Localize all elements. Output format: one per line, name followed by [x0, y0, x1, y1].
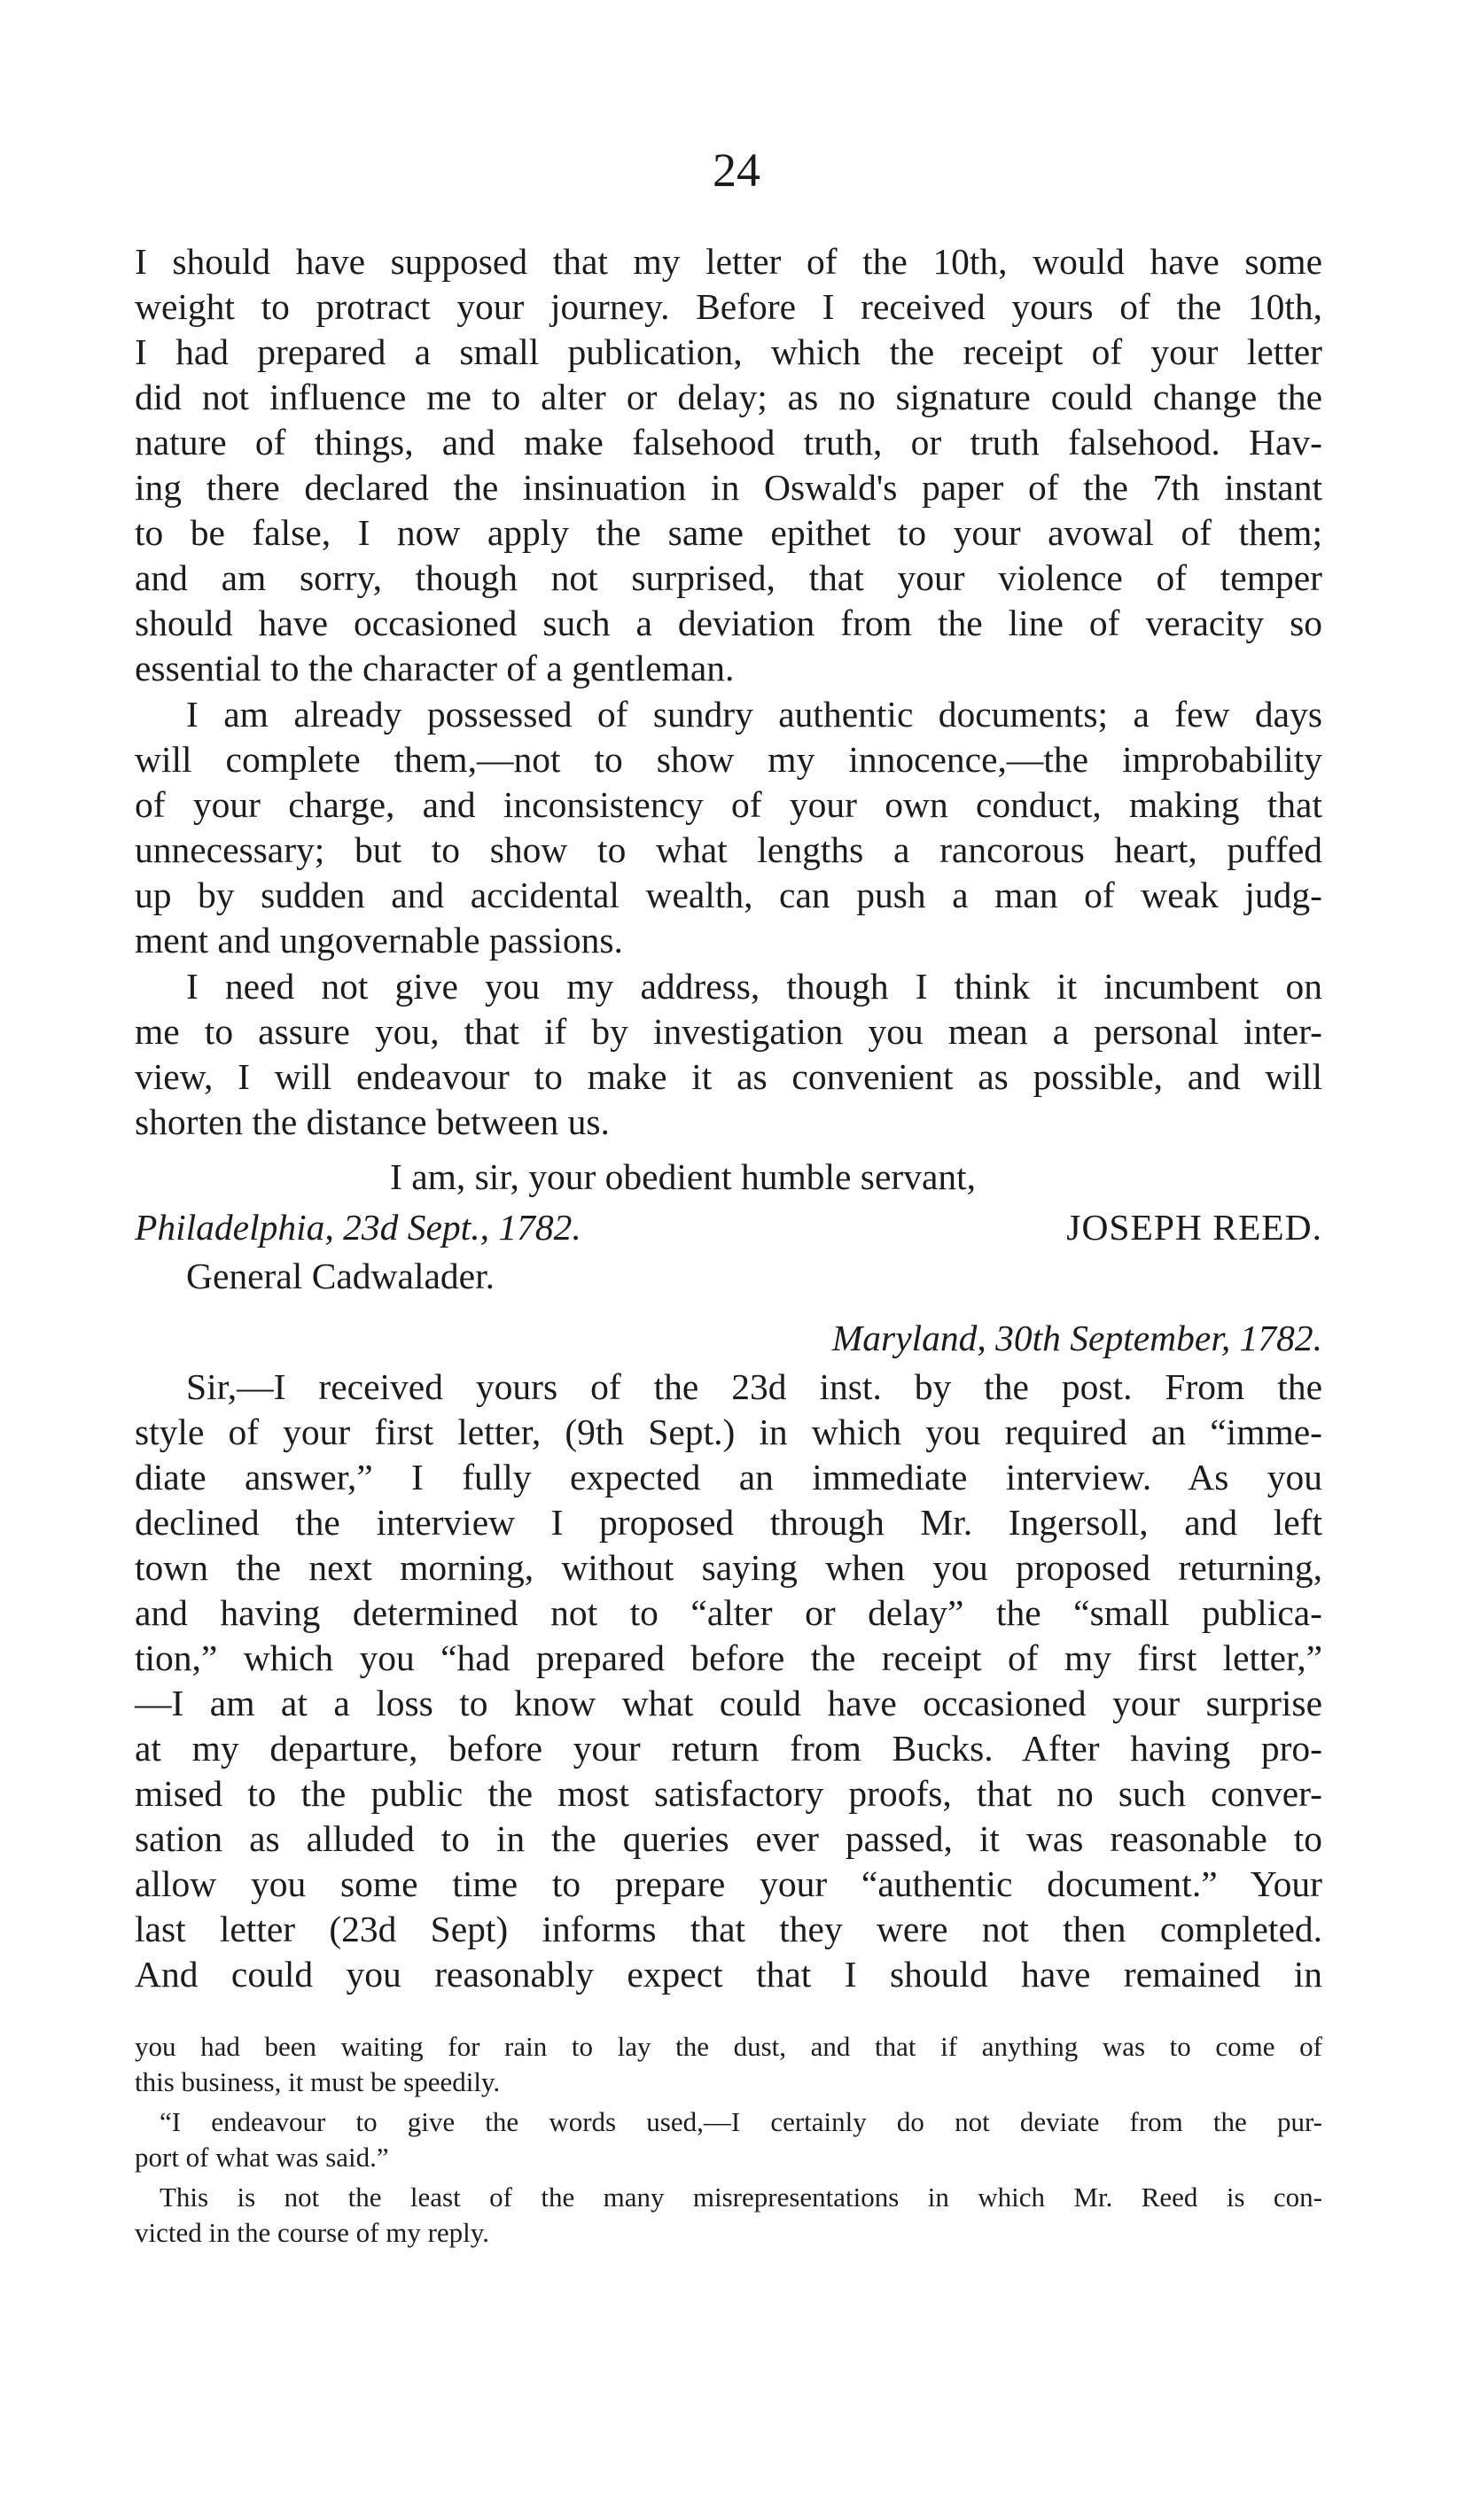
signature-place: Philadelphia, 23d Sept., 1782.	[135, 1207, 581, 1248]
signature-name: JOSEPH REED.	[1066, 1207, 1322, 1248]
body-line: will complete them,—not to show my innocence,—the improbability	[135, 739, 1322, 780]
footnote-line: This is not the least of the many misrepresentations in which Mr. Reed is con-	[160, 2182, 1322, 2213]
addressee: General Cadwalader.	[186, 1256, 495, 1296]
body-line: nature of things, and make falsehood truth, or truth falsehood. Hav-	[135, 422, 1322, 463]
footnote-line: “I endeavour to give the words used,—I certainly do not deviate from the pur-	[160, 2106, 1322, 2137]
footnote-line: victed in the course of my reply.	[135, 2217, 490, 2248]
body-line: I should have supposed that my letter of the 10th, would have some	[135, 241, 1322, 282]
body-line: at my departure, before your return from Bucks. After having pro-	[135, 1728, 1322, 1769]
body-line: ment and ungovernable passions.	[135, 920, 623, 961]
body-line: up by sudden and accidental wealth, can push a man of weak judg-	[135, 875, 1322, 915]
body-line: tion,” which you “had prepared before the receipt of my first letter,”	[135, 1637, 1322, 1678]
footnote-line: port of what was said.”	[135, 2142, 389, 2173]
body-line: Sir,—I received yours of the 23d inst. by the post. From the	[186, 1366, 1322, 1407]
body-line: ing there declared the insinuation in Oswald's paper of the 7th instant	[135, 467, 1322, 508]
body-line: me to assure you, that if by investigation you mean a personal inter-	[135, 1011, 1322, 1052]
body-line: and am sorry, though not surprised, that your violence of temper	[135, 557, 1322, 598]
body-line: shorten the distance between us.	[135, 1101, 610, 1142]
body-line: did not influence me to alter or delay; as no signature could change the	[135, 377, 1322, 417]
body-line: I need not give you my address, though I think it incumbent on	[186, 966, 1322, 1007]
closing-line: I am, sir, your obedient humble servant,	[390, 1156, 977, 1197]
body-line: sation as alluded to in the queries ever passed, it was reasonable to	[135, 1818, 1322, 1859]
body-line: to be false, I now apply the same epithet to your avowal of them;	[135, 512, 1322, 553]
body-line: —I am at a loss to know what could have occasioned your surprise	[135, 1683, 1322, 1723]
body-line: and having determined not to “alter or delay” the “small publica-	[135, 1592, 1322, 1633]
body-line: of your charge, and inconsistency of your own conduct, making that	[135, 784, 1322, 825]
footnote-line: you had been waiting for rain to lay the dust, and that if anything was to come of	[135, 2031, 1322, 2062]
body-line: mised to the public the most satisfactory proofs, that no such conver-	[135, 1773, 1322, 1814]
footnote-line: this business, it must be speedily.	[135, 2066, 501, 2097]
dateline: Maryland, 30th September, 1782.	[831, 1318, 1322, 1358]
body-line: essential to the character of a gentleman.	[135, 648, 735, 688]
body-line: And could you reasonably expect that I should have remained in	[135, 1954, 1322, 1995]
body-line: style of your first letter, (9th Sept.) in which you required an “imme-	[135, 1412, 1322, 1452]
body-line: town the next morning, without saying when you proposed returning,	[135, 1547, 1322, 1588]
body-line: I am already possessed of sundry authentic documents; a few days	[186, 694, 1322, 735]
body-line: I had prepared a small publication, which the receipt of your letter	[135, 331, 1322, 372]
body-line: unnecessary; but to show to what lengths a rancorous heart, puffed	[135, 829, 1322, 870]
body-line: view, I will endeavour to make it as convenient as possible, and will	[135, 1056, 1322, 1097]
body-line: diate answer,” I fully expected an immediate interview. As you	[135, 1457, 1322, 1497]
page-number: 24	[713, 144, 760, 197]
body-line: last letter (23d Sept) informs that they were not then completed.	[135, 1909, 1322, 1949]
body-line: should have occasioned such a deviation from the line of veracity so	[135, 603, 1322, 643]
body-line: weight to protract your journey. Before I received yours of the 10th,	[135, 286, 1322, 327]
body-line: declined the interview I proposed through Mr. Ingersoll, and left	[135, 1502, 1322, 1543]
body-line: allow you some time to prepare your “authentic document.” Your	[135, 1863, 1322, 1904]
